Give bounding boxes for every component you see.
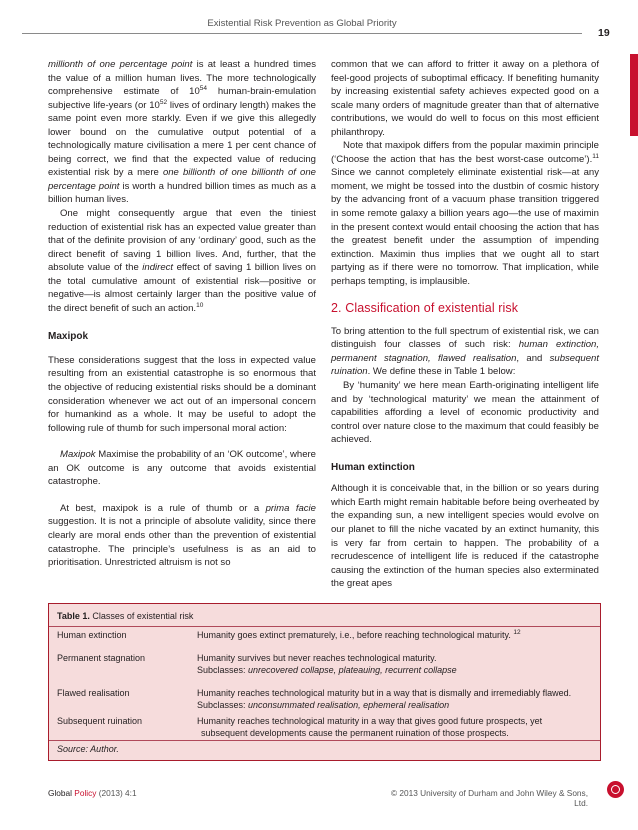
paragraph-left-3: These considerations suggest that the loss in expected value resulting from an existential catastrophe is so enormous that the objective of reducing existential risks should be a dominant consideration whenever we act out of an impersonal concern for humankind as a whole. It may be useful to adopt the following rule of thumb for such impersonal moral action: [48, 354, 316, 434]
table-cell-definition [197, 687, 594, 711]
running-title: Existential Risk Prevention as Global Priority [207, 18, 397, 29]
classes-table [48, 603, 601, 761]
journal-name: Global [48, 788, 75, 798]
text-run: At best, maxipok is a rule of thumb or a [60, 502, 266, 514]
subclasses-items: unconsummated realisation, ephemeral realisation [248, 700, 450, 710]
paragraph-right-5: Although it is conceivable that, in the billion or so years during which Earth might remain habitable before being overheated by the expanding sun, a new intelligent species would evolve on our planet to fill the niche vacated by an extinct humanity, this is very far from certain to happen. The probability of a recrudescence of intelligent life is reduced if the catastrophe causing the extinction of the human species also exterminated the great apes [331, 483, 600, 590]
paragraph-right-1: common that we can afford to fritter it away on a plethora of feel-good projects of suboptimal efficacy. If benefiting humanity by increasing existential safety achieves expected good on a scale many orders of magnitude greater than that of alternative contributions, we would do well to focus on this most efficient philanthropy. [331, 59, 599, 138]
text-run: human-brain-emulation subjective life-years (or 10 [48, 86, 317, 111]
table-cell-class: Human extinction [57, 630, 127, 640]
journal-citation [48, 788, 137, 798]
text-run: effect of saving 1 billion lives on the total cumulative amount of existential risk—positive or negative—is almost certainly larger than the positive value of the direct benefit of such an action. [48, 262, 316, 314]
subclasses-label: Subclasses: [197, 665, 249, 675]
text-run: lives of ordinary length) makes the same point even more starkly. Even if we give this allegedly lower bound on the cumulative output potential of a technologically mature civilisation a mere 1 per cent chance of being correct, we find that the expected value of reducing existential risk by a mere [48, 99, 316, 179]
text-run: Humanity reaches technological maturity but in a way that is dismally and irremediably flawed. [197, 688, 572, 698]
section-marker-bar [630, 54, 638, 136]
text-run: Humanity reaches technological maturity in a way that gives good future prospects, yet [197, 716, 543, 726]
table-cell-class: Flawed realisation [57, 688, 130, 698]
text-run: subsequent developments cause the permanent ruination of those prospects. [201, 728, 509, 738]
copyright: © 2013 University of Durham and John Wiley & Sons, Ltd. [390, 788, 588, 808]
term: Maxipok [60, 449, 96, 461]
table-label: Table 1. [57, 611, 90, 621]
journal-volume: (2013) 4:1 [96, 788, 137, 798]
table-cell-definition [197, 652, 594, 676]
text-run: Maximise the probability of an ‘OK outcome’, where an OK outcome is any outcome that avoids existential catastrophe. [48, 449, 316, 488]
journal-name-accent: Policy [74, 788, 97, 798]
subclasses-label: Subclasses: [197, 700, 249, 710]
exponent: 52 [159, 98, 168, 106]
paragraph-right-3 [331, 325, 599, 379]
running-header [22, 0, 582, 34]
paragraph-left-5 [48, 502, 316, 570]
maxipok-definition [48, 448, 316, 489]
emphasis: millionth of one percentage point [48, 59, 193, 70]
emphasis: one billionth of one billionth of one percentage point [48, 167, 316, 192]
footnote-ref[interactable]: 12 [513, 629, 521, 636]
text-run: is worth a hundred billion times as much as a billion human lives. [48, 180, 316, 206]
table-cell-class: Subsequent ruination [57, 716, 143, 726]
maxipok-heading: Maxipok [48, 331, 89, 343]
table-caption [57, 611, 193, 621]
publisher-logo-icon [607, 781, 624, 798]
exponent: 54 [199, 85, 208, 93]
header-rule [22, 33, 582, 34]
footnote-ref[interactable]: 10 [196, 301, 204, 309]
subclasses-line [197, 699, 594, 711]
emphasis: human extinction, permanent stagnation, flawed realisation [331, 339, 600, 364]
subclasses-line [197, 664, 594, 676]
table-cell-definition [197, 715, 594, 739]
paragraph-left-1 [48, 58, 316, 207]
table-cell-definition [197, 629, 594, 641]
page-number: 19 [598, 27, 610, 39]
paragraph-left-2 [48, 207, 316, 315]
text-run: . We define these in Table 1 below: [367, 366, 516, 378]
right-column [331, 58, 599, 591]
table-rule [49, 740, 600, 741]
paragraph-right-4: By ‘humanity’ we here mean Earth-originating intelligent life and by ‘technological maturity’ we mean the attainment of capabilities affording a level of economic productivity and control over nature close to the maximum that could feasibly be achieved. [331, 380, 599, 446]
emphasis: subsequent ruination [331, 352, 600, 378]
table-title: Classes of existential risk [92, 611, 194, 621]
paragraph-right-2 [331, 139, 599, 288]
logo-ring [611, 785, 620, 794]
table-cell-class: Permanent stagnation [57, 653, 146, 663]
text-run: One might consequently argue that even the tiniest reduction of existential risk has an expected value greater than that of the definite provision of any ‘ordinary’ good, such as the direct benefit of saving 1 billion lives. And, further, that the absolute value of the [48, 208, 316, 274]
subclasses-items: unrecovered collapse, plateauing, recurrent collapse [248, 665, 457, 675]
text-run: suggestion. It is not a principle of absolute validity, since there clearly are moral ends other than the prevention of existential catastrophe. The principle’s usefulness is as an aid to prioritisation. Unrestricted altruism is not so [48, 516, 316, 569]
text-run: , and [516, 352, 550, 364]
text-run: Since we cannot completely eliminate existential risk—at any moment, we might be tossed into the dustbin of cosmic history by the advancing front of a vacuum phase transition triggered in some remote galaxy a billion years ago—the use of maximin in the present context would entail choosing the action that has the greatest benefit under the assumption of impending extinction. Maximin thus implies that we ought all to start partying as if there were no tomorrow. That implication, while perhaps tempting, is implausible. [331, 167, 599, 287]
text-run: Humanity goes extinct prematurely, i.e., before reaching technological maturity. [197, 630, 511, 640]
text-run: is at least a hundred times the value of a million human lives. The more technologically comprehensive estimate of 10 [48, 59, 316, 98]
section-heading: 2. Classification of existential risk [331, 301, 519, 316]
left-column [48, 58, 316, 570]
text-run: Humanity survives but never reaches technological maturity. [197, 653, 437, 663]
table-rule [49, 626, 600, 627]
text-run: Note that maxipok differs from the popular maximin principle (‘Choose the action that has the best worst-case outcome’). [331, 140, 599, 165]
human-extinction-heading: Human extinction [331, 461, 415, 473]
footnote-ref[interactable]: 11 [592, 152, 599, 160]
table-source: Source: Author. [57, 744, 119, 754]
emphasis: prima facie [265, 502, 316, 514]
emphasis: indirect [142, 262, 174, 274]
text-run: To bring attention to the full spectrum of existential risk, we can distinguish four classes of such risk: [331, 325, 599, 351]
